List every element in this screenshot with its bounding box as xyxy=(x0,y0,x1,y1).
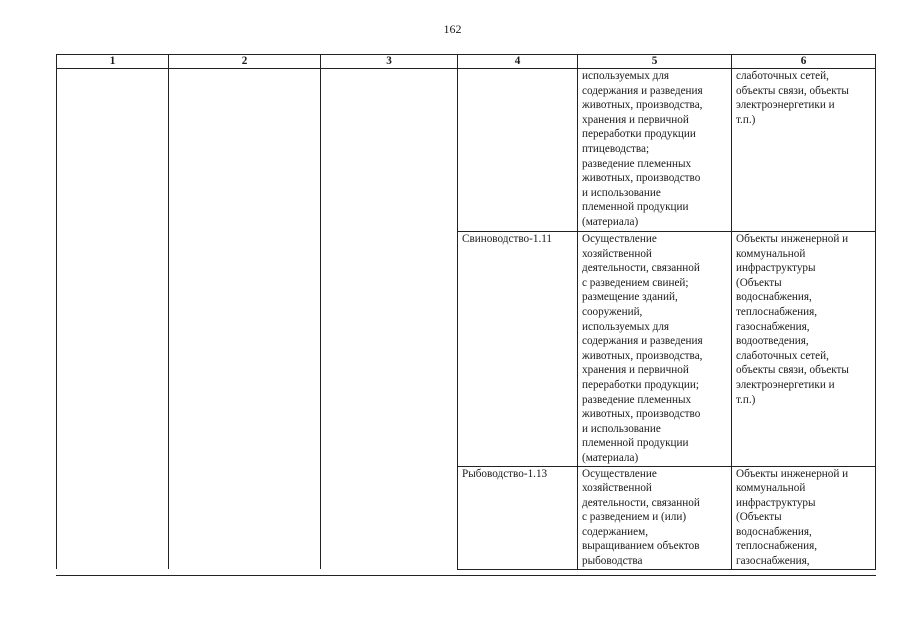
cell-description xyxy=(578,69,732,232)
cell-description xyxy=(578,232,732,467)
use-type-text: Свиноводство-1.11 xyxy=(462,233,553,245)
description-text: Осуществление хозяйственной деятельности, связанной с разведением свиней; размещение зданий, сооружений, используемых для содержания и разведения животных, производства, хранения и первичной переработки продукции; разведение племенных животных, производство и использование племенной продукции (материала) xyxy=(582,233,703,464)
header-col-2: 2 xyxy=(169,55,321,69)
allowed-objects-text: Объекты инженерной и коммунальной инфраструктуры (Объекты водоснабжения, теплоснабжения, газоснабжения, водоотведения, слаботочных сетей, объекты связи, объекты электроэнергетики и т.п.) xyxy=(736,233,849,406)
cell-use-type xyxy=(458,232,578,467)
allowed-objects-text: Объекты инженерной и коммунальной инфраструктуры (Объекты водоснабжения, теплоснабжения, газоснабжения, xyxy=(736,467,849,568)
header-row xyxy=(57,55,876,69)
cell-allowed-objects xyxy=(732,466,876,569)
cell-allowed-objects xyxy=(732,69,876,232)
cell-use-type xyxy=(458,466,578,569)
use-type-text: Рыбоводство-1.13 xyxy=(462,467,548,480)
page-number: 162 xyxy=(443,22,462,36)
table-row xyxy=(57,69,876,232)
cell-description xyxy=(578,466,732,569)
cell-col-2 xyxy=(169,69,321,570)
cell-allowed-objects xyxy=(732,232,876,467)
land-use-table xyxy=(56,54,876,570)
cell-use-type xyxy=(458,69,578,232)
description-text: используемых для содержания и разведения животных, производства, хранения и первичной переработки продукции птицеводства; разведение племенных животных, производство и использование племенной продукции (материала) xyxy=(582,70,703,228)
header-col-3: 3 xyxy=(321,55,458,69)
cell-col-1 xyxy=(57,69,169,570)
table-bottom-border xyxy=(56,575,876,576)
header-col-4: 4 xyxy=(458,55,578,69)
header-col-5: 5 xyxy=(578,55,732,69)
description-text: Осуществление хозяйственной деятельности, связанной с разведением и (или) содержанием, выращиванием объектов рыбоводства xyxy=(582,467,700,568)
header-col-6: 6 xyxy=(732,55,876,69)
allowed-objects-text: слаботочных сетей, объекты связи, объекты электроэнергетики и т.п.) xyxy=(736,70,849,126)
cell-col-3 xyxy=(321,69,458,570)
header-col-1: 1 xyxy=(57,55,169,69)
